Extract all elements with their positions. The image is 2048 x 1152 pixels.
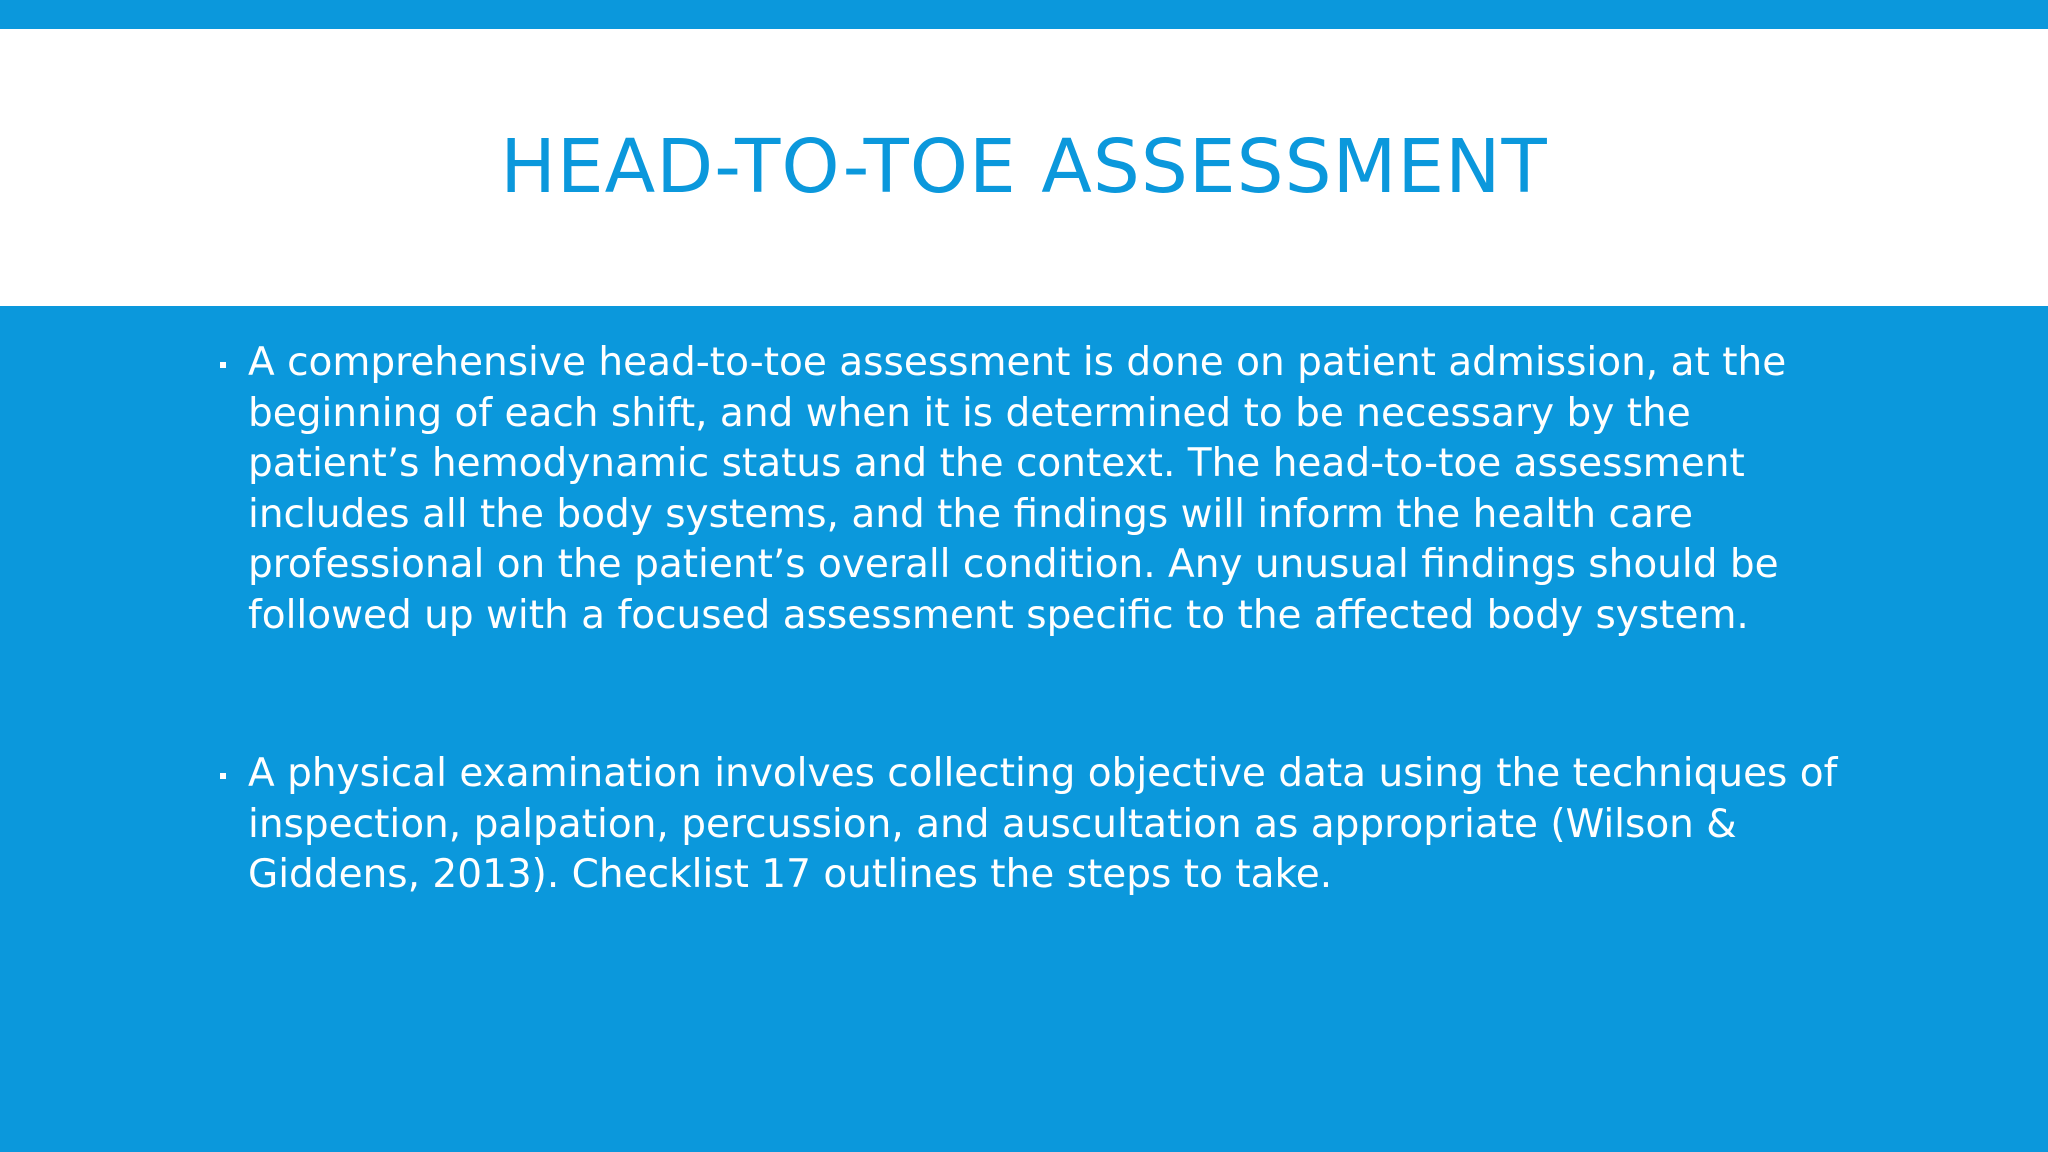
bullet-list	[218, 338, 1858, 901]
bullet-item	[218, 749, 1858, 901]
bullet-item	[218, 338, 1858, 641]
bullet-text: A physical examination involves collecting objective data using the techniques of inspection, palpation, percussion, and auscultation as appropriate (Wilson & Giddens, 2013). Checklist 17 outlines the steps to take.	[248, 751, 1838, 897]
square-bullet-icon	[220, 362, 226, 368]
square-bullet-icon	[220, 773, 226, 779]
bullet-text: A comprehensive head-to-toe assessment is done on patient admission, at the beginning of each shift, and when it is determined to be necessary by the patient’s hemodynamic status and the context. The head-to-toe assessment includes all the body systems, and the findings will inform the health care professional on the patient’s overall condition. Any unusual findings should be followed up with a focused assessment specific to the affected body system.	[248, 340, 1787, 638]
top-accent-band	[0, 0, 2048, 29]
title-panel	[0, 29, 2048, 306]
slide-title: HEAD-TO-TOE ASSESSMENT	[500, 124, 1548, 210]
